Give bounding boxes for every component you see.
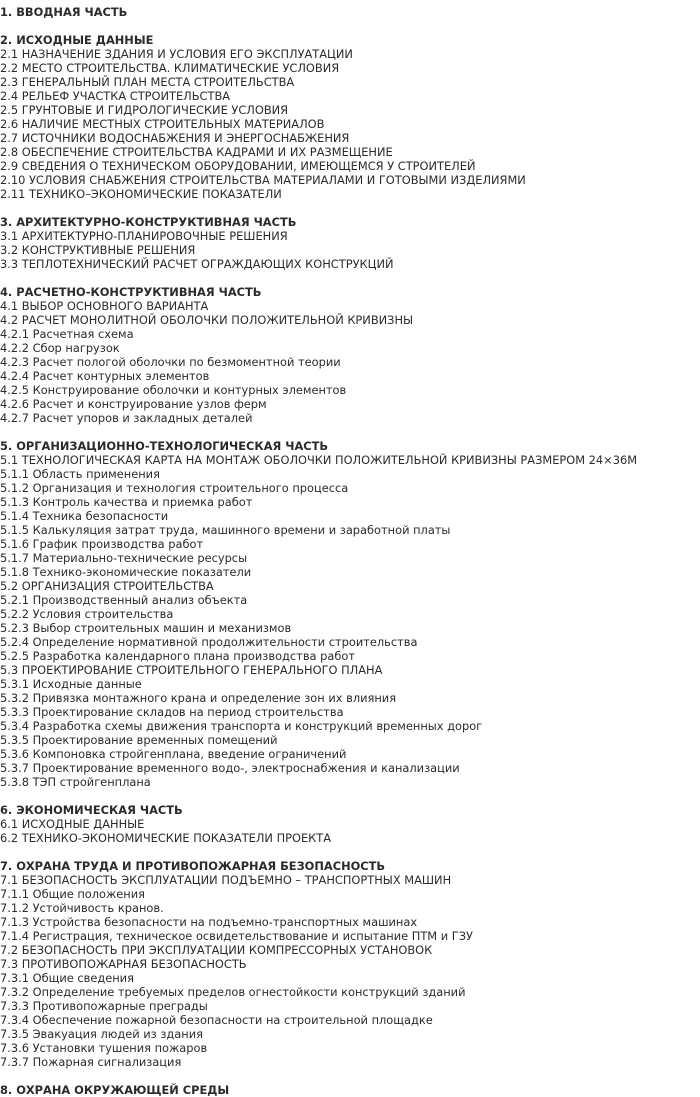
toc-entry: 2.10 УСЛОВИЯ СНАБЖЕНИЯ СТРОИТЕЛЬСТВА МАТЕРИАЛАМИ И ГОТОВЫМИ ИЗДЕЛИЯМИ [0, 173, 526, 187]
toc-entry: 5.2.5 Разработка календарного плана производства работ [0, 649, 355, 663]
toc-entry: 2.3 ГЕНЕРАЛЬНЫЙ ПЛАН МЕСТА СТРОИТЕЛЬСТВА [0, 75, 295, 89]
toc-entry: 4.2.4 Расчет контурных элементов [0, 369, 210, 383]
toc-entry: 5.1.5 Калькуляция затрат труда, машинного времени и заработной платы [0, 523, 451, 537]
table-of-contents [0, 5, 700, 1097]
toc-entry: 2.5 ГРУНТОВЫЕ И ГИДРОЛОГИЧЕСКИЕ УСЛОВИЯ [0, 103, 289, 117]
toc-entry: 7.3.1 Общие сведения [0, 971, 134, 985]
section-heading: 4. РАСЧЕТНО-КОНСТРУКТИВНАЯ ЧАСТЬ [0, 285, 262, 299]
toc-entry: 5.1.1 Область применения [0, 467, 160, 481]
toc-entry: 5.3.5 Проектирование временных помещений [0, 733, 278, 747]
toc-entry: 2.1 НАЗНАЧЕНИЕ ЗДАНИЯ И УСЛОВИЯ ЕГО ЭКСПЛУАТАЦИИ [0, 47, 353, 61]
toc-entry: 7.1.3 Устройства безопасности на подъемно-транспортных машинах [0, 915, 418, 929]
toc-entry: 4.2.7 Расчет упоров и закладных деталей [0, 411, 253, 425]
section-heading: 5. ОРГАНИЗАЦИОННО-ТЕХНОЛОГИЧЕСКАЯ ЧАСТЬ [0, 439, 329, 453]
toc-entry: 4.2.2 Сбор нагрузок [0, 341, 120, 355]
toc-entry: 5.3.4 Разработка схемы движения транспорта и конструкций временных дорог [0, 719, 483, 733]
toc-entry: 4.2.5 Конструирование оболочки и контурных элементов [0, 383, 347, 397]
toc-entry: 4.2.6 Расчет и конструирование узлов ферм [0, 397, 267, 411]
toc-entry: 7.2 БЕЗОПАСНОСТЬ ПРИ ЭКСПЛУАТАЦИИ КОМПРЕССОРНЫХ УСТАНОВОК [0, 943, 433, 957]
spacer [0, 789, 700, 803]
toc-entry: 4.2.3 Расчет пологой оболочки по безмоментной теории [0, 355, 341, 369]
toc-entry: 5.2 ОРГАНИЗАЦИЯ СТРОИТЕЛЬСТВА [0, 579, 214, 593]
toc-entry: 7.3.4 Обеспечение пожарной безопасности на строительной площадке [0, 1013, 433, 1027]
spacer [0, 425, 700, 439]
toc-entry: 5.3.2 Привязка монтажного крана и определение зон их влияния [0, 691, 397, 705]
toc-entry: 3.3 ТЕПЛОТЕХНИЧЕСКИЙ РАСЧЕТ ОГРАЖДАЮЩИХ КОНСТРУКЦИЙ [0, 257, 394, 271]
toc-entry: 2.6 НАЛИЧИЕ МЕСТНЫХ СТРОИТЕЛЬНЫХ МАТЕРИАЛОВ [0, 117, 325, 131]
toc-entry: 6.2 ТЕХНИКО-ЭКОНОМИЧЕСКИЕ ПОКАЗАТЕЛИ ПРОЕКТА [0, 831, 332, 845]
toc-entry: 3.2 КОНСТРУКТИВНЫЕ РЕШЕНИЯ [0, 243, 196, 257]
section-heading: 8. ОХРАНА ОКРУЖАЮЩЕЙ СРЕДЫ [0, 1083, 230, 1097]
toc-entry: 7.1.2 Устойчивость кранов. [0, 901, 164, 915]
toc-entry: 5.1.4 Техника безопасности [0, 509, 169, 523]
section-heading: 7. ОХРАНА ТРУДА И ПРОТИВОПОЖАРНАЯ БЕЗОПАСНОСТЬ [0, 859, 386, 873]
toc-entry: 7.1 БЕЗОПАСНОСТЬ ЭКСПЛУАТАЦИИ ПОДЪЕМНО – ТРАНСПОРТНЫХ МАШИН [0, 873, 452, 887]
toc-entry: 2.11 ТЕХНИКО–ЭКОНОМИЧЕСКИЕ ПОКАЗАТЕЛИ [0, 187, 282, 201]
toc-entry: 2.9 СВЕДЕНИЯ О ТЕХНИЧЕСКОМ ОБОРУДОВАНИИ, ИМЕЮЩЕМСЯ У СТРОИТЕЛЕЙ [0, 159, 476, 173]
toc-entry: 7.3 ПРОТИВОПОЖАРНАЯ БЕЗОПАСНОСТЬ [0, 957, 247, 971]
toc-entry: 7.3.6 Установки тушения пожаров [0, 1041, 208, 1055]
toc-entry: 7.3.7 Пожарная сигнализация [0, 1055, 182, 1069]
toc-entry: 5.3.7 Проектирование временного водо-, электроснабжения и канализации [0, 761, 460, 775]
toc-entry: 4.1 ВЫБОР ОСНОВНОГО ВАРИАНТА [0, 299, 209, 313]
spacer [0, 845, 700, 859]
toc-entry: 7.1.4 Регистрация, техническое освидетельствование и испытание ПТМ и ГЗУ [0, 929, 473, 943]
toc-entry: 5.1.3 Контроль качества и приемка работ [0, 495, 253, 509]
toc-entry: 5.2.1 Производственный анализ объекта [0, 593, 248, 607]
section-heading: 1. ВВОДНАЯ ЧАСТЬ [0, 5, 128, 19]
toc-entry: 5.2.2 Условия строительства [0, 607, 174, 621]
toc-entry: 5.1.8 Технико-экономические показатели [0, 565, 252, 579]
toc-entry: 5.3 ПРОЕКТИРОВАНИЕ СТРОИТЕЛЬНОГО ГЕНЕРАЛЬНОГО ПЛАНА [0, 663, 383, 677]
toc-entry: 5.3.3 Проектирование складов на период строительства [0, 705, 344, 719]
toc-entry: 5.3.8 ТЭП стройгенплана [0, 775, 151, 789]
toc-entry: 5.2.3 Выбор строительных машин и механизмов [0, 621, 292, 635]
toc-entry: 7.3.5 Эвакуация людей из здания [0, 1027, 203, 1041]
section-heading: 6. ЭКОНОМИЧЕСКАЯ ЧАСТЬ [0, 803, 183, 817]
toc-entry: 5.1 ТЕХНОЛОГИЧЕСКАЯ КАРТА НА МОНТАЖ ОБОЛОЧКИ ПОЛОЖИТЕЛЬНОЙ КРИВИЗНЫ РАЗМЕРОМ 24×36М [0, 453, 638, 467]
spacer [0, 1069, 700, 1083]
toc-entry: 3.1 АРХИТЕКТУРНО-ПЛАНИРОВОЧНЫЕ РЕШЕНИЯ [0, 229, 288, 243]
spacer [0, 201, 700, 215]
section-heading: 2. ИСХОДНЫЕ ДАННЫЕ [0, 33, 154, 47]
spacer [0, 271, 700, 285]
toc-entry: 2.2 МЕСТО СТРОИТЕЛЬСТВА. КЛИМАТИЧЕСКИЕ УСЛОВИЯ [0, 61, 340, 75]
toc-entry: 4.2.1 Расчетная схема [0, 327, 134, 341]
section-heading: 3. АРХИТЕКТУРНО-КОНСТРУКТИВНАЯ ЧАСТЬ [0, 215, 297, 229]
toc-entry: 5.1.7 Материально-технические ресурсы [0, 551, 248, 565]
spacer [0, 19, 700, 33]
toc-entry: 2.4 РЕЛЬЕФ УЧАСТКА СТРОИТЕЛЬСТВА [0, 89, 231, 103]
toc-entry: 2.7 ИСТОЧНИКИ ВОДОСНАБЖЕНИЯ И ЭНЕРГОСНАБЖЕНИЯ [0, 131, 350, 145]
toc-entry: 5.3.1 Исходные данные [0, 677, 142, 691]
toc-entry: 7.3.2 Определение требуемых пределов огнестойкости конструкций зданий [0, 985, 466, 999]
toc-entry: 5.1.2 Организация и технология строительного процесса [0, 481, 349, 495]
toc-entry: 5.2.4 Определение нормативной продолжительности строительства [0, 635, 418, 649]
toc-entry: 2.8 ОБЕСПЕЧЕНИЕ СТРОИТЕЛЬСТВА КАДРАМИ И ИХ РАЗМЕЩЕНИЕ [0, 145, 393, 159]
toc-entry: 4.2 РАСЧЕТ МОНОЛИТНОЙ ОБОЛОЧКИ ПОЛОЖИТЕЛЬНОЙ КРИВИЗНЫ [0, 313, 414, 327]
toc-entry: 7.1.1 Общие положения [0, 887, 145, 901]
toc-entry: 6.1 ИСХОДНЫЕ ДАННЫЕ [0, 817, 145, 831]
toc-entry: 5.3.6 Компоновка стройгенплана, введение ограничений [0, 747, 347, 761]
toc-entry: 7.3.3 Противопожарные преграды [0, 999, 208, 1013]
toc-entry: 5.1.6 График производства работ [0, 537, 204, 551]
